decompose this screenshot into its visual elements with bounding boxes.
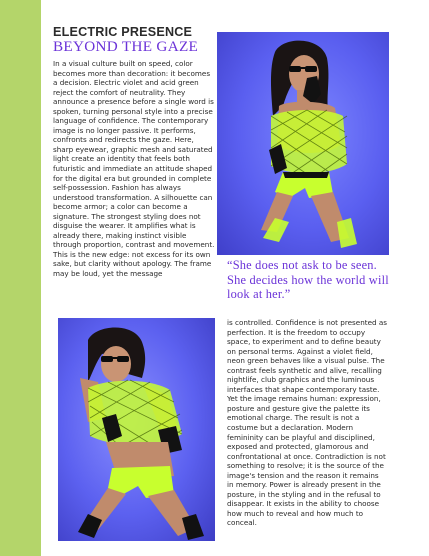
fashion-photo-top [217,32,389,255]
body-paragraph-1: In a visual culture built on speed, color becomes more than decoration: it becomes a decision. Electric violet and acid green reject the comfort of neutrality. They announce a presence before a single word is spoken, turning personal style into a precise language of confidence. The contemporary image is no longer passive. It performs, confronts and redirects the gaze. Here, sharp eyewear, graphic mesh and saturated light create an identity that feels both futuristic and immediate an attitude shaped for the digital era but grounded in complete self-possession. Fashion has always understood transformation. A silhouette can become armor; a color can become a signature. The strongest styling does not disguise the wearer. It amplifies what is already there, making instinct visible through proportion, contrast and movement. This is the new edge: not excess for its own sake, but clarity without apology. The frame may be loud, yet the message [53,59,215,279]
body-column-2 [227,318,387,528]
body-column-1 [53,59,216,279]
body-paragraph-2: is controlled. Confidence is not presented as perfection. It is the freedom to occupy space, to experiment and to define beauty on personal terms. Against a violet field, neon green behaves like a visual pulse. The contrast feels synthetic and alive, recalling nightlife, club graphics and the luminous interfaces that shape contemporary taste. Yet the image remains human: expression, posture and gesture give the palette its emotional charge. The result is not a costume but a declaration. Modern femininity can be playful and disciplined, exposed and protected, glamorous and confrontational at once. Contradiction is not something to resolve; it is the source of the image's tension and the reason it remains in memory. Power is already present in the posture, in the styling and in the refusal to disappear. It exists in the ability to choose how much to reveal and how much to conceal. [227,318,388,528]
pull-quote: “She does not ask to be seen. She decides how the world will look at her.” [227,258,389,301]
photo-illustration-1 [217,32,389,255]
accent-bar [0,0,41,556]
photo-illustration-2 [58,318,215,541]
article-headline: BEYOND THE GAZE [53,38,199,55]
article-kicker: ELECTRIC PRESENCE [53,25,193,39]
fashion-photo-bottom [58,318,215,541]
